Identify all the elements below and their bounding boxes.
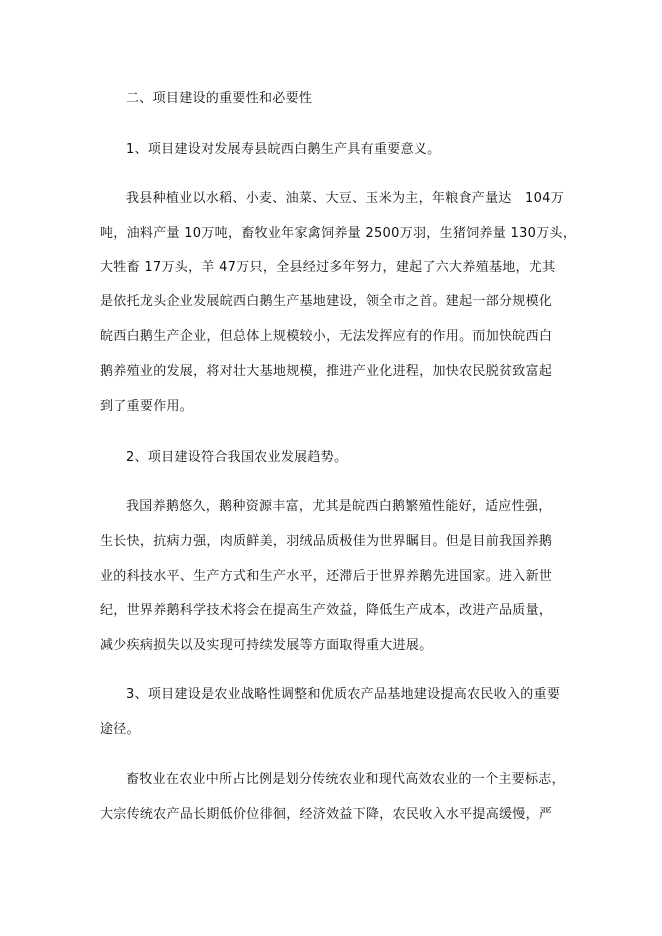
point2-line-1: 我国养鹅悠久，鹅种资源丰富，尤其是皖西白鹅繁殖性能好，适应性强， [126, 499, 552, 514]
point1-line-4: 是依托龙头企业发展皖西白鹅生产基地建设，领全市之首。建起一部分规模化 [100, 294, 553, 309]
point2-line-4: 纪，世界养鹅科学技术将会在提高生产效益，降低生产成本，改进产品质量， [100, 603, 553, 618]
point2-line-5: 减少疾病损失以及实现可持续发展等方面取得重大进展。 [100, 638, 433, 653]
point1-line-5: 皖西白鹅生产企业，但总体上规模较小，无法发挥应有的作用。而加快皖西白 [100, 329, 553, 344]
section-title: 二、项目建设的重要性和必要性 [126, 91, 313, 106]
point1-line-3: 大牲畜 17万头，羊 47万只，全县经过多年努力，建起了六大养殖基地，尤其 [100, 260, 556, 275]
point3-line-2: 大宗传统农产品长期低价位徘徊，经济效益下降，农民收入水平提高缓慢，严 [100, 807, 553, 822]
point1-line-6: 鹅养殖业的发展，将对壮大基地规模，推进产业化进程，加快农民脱贫致富起 [100, 364, 553, 379]
point2-title: 2、项目建设符合我国农业发展趋势。 [126, 450, 348, 465]
point1-title: 1、项目建设对发展寿县皖西白鹅生产具有重要意义。 [126, 142, 441, 157]
point2-line-3: 业的科技水平、生产方式和生产水平，还滞后于世界养鹅先进国家。进入新世 [100, 569, 553, 584]
point1-line-1: 我县种植业以水稻、小麦、油菜、大豆、玉米为主，年粮食产量达 104万 [126, 191, 565, 206]
point1-line-7: 到了重要作用。 [100, 399, 194, 414]
point3-title-line-1: 3、项目建设是农业战略性调整和优质农产品基地建设提高农民收入的重要 [126, 687, 561, 702]
point3-line-1: 畜牧业在农业中所占比例是划分传统农业和现代高效农业的一个主要标志， [126, 772, 565, 787]
point2-line-2: 生长快，抗病力强，肉质鲜美，羽绒品质极佳为世界瞩目。但是目前我国养鹅 [100, 534, 553, 549]
point1-line-2: 吨，油料产量 10万吨，畜牧业年家禽饲养量 2500万羽，生猪饲养量 130万头， [100, 226, 577, 241]
point3-title-line-2: 途径。 [100, 722, 140, 737]
